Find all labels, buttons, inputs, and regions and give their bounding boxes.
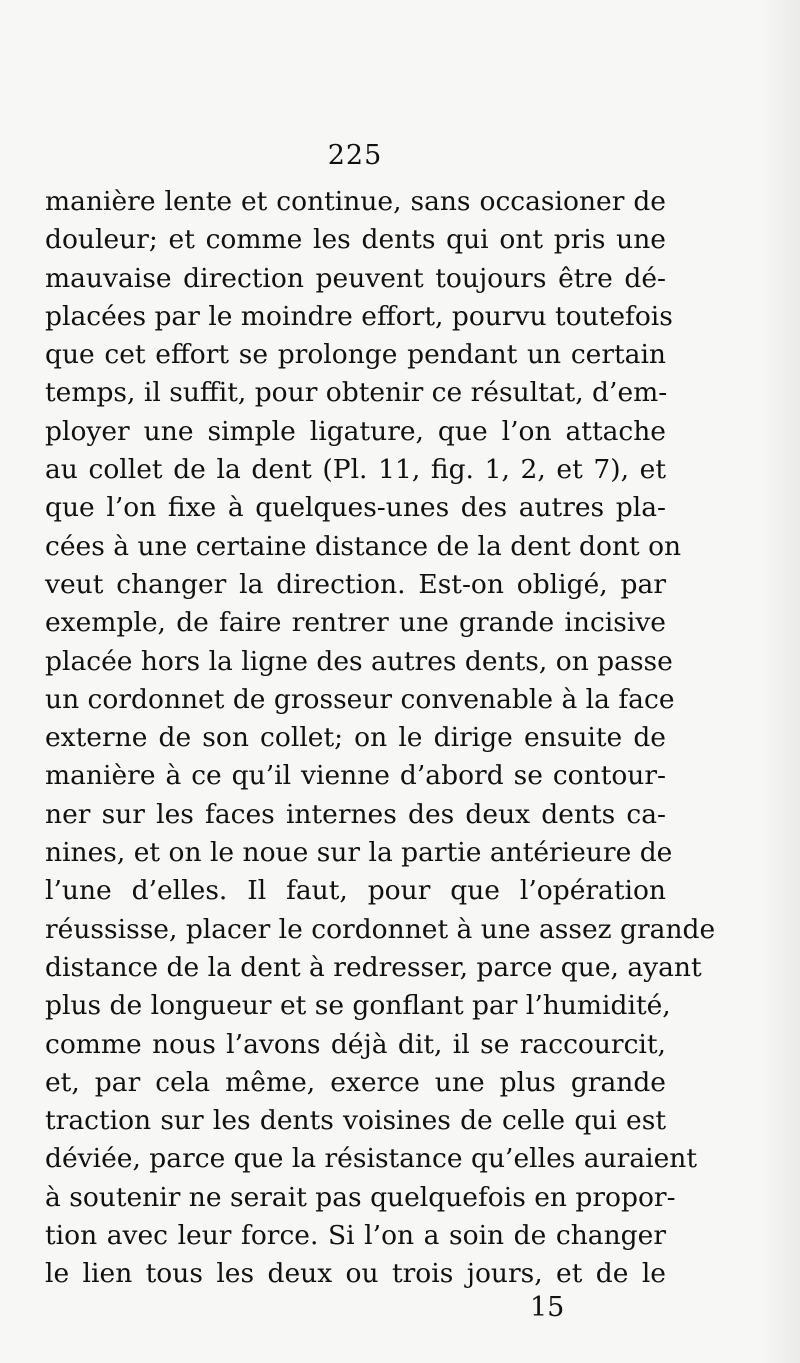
page-number: 225 [327, 140, 383, 171]
text-line: à soutenir ne serait pas quelquefois en propor- [45, 1181, 676, 1213]
text-line: réussisse, placer le cordonnet à une assez grande [45, 913, 716, 945]
text-line: traction sur les dents voisines de celle qui est [45, 1105, 666, 1137]
text-line: distance de la dent à redresser, parce que, ayant [45, 951, 702, 983]
text-line: nines, et on le noue sur la partie antérieure de [45, 837, 673, 869]
text-line: plus de longueur et se gonflant par l’humidité, [45, 990, 671, 1022]
text-line: externe de son collet; on le dirige ensuite de [45, 722, 666, 754]
text-line: douleur; et comme les dents qui ont pris une [45, 224, 666, 256]
text-line: le lien tous les deux ou trois jours, et de le [45, 1258, 666, 1290]
text-line: un cordonnet de grosseur convenable à la face [45, 683, 675, 715]
text-line: placée hors la ligne des autres dents, on passe [45, 645, 673, 677]
text-line: ner sur les faces internes des deux dents ca- [45, 798, 666, 830]
text-line: cées à une certaine distance de la dent dont on [45, 530, 682, 562]
body-text [45, 183, 716, 1294]
text-line: déviée, parce que la résistance qu’elles auraient [45, 1143, 698, 1175]
text-line: comme nous l’avons déjà dit, il se raccourcit, [45, 1028, 666, 1060]
signature-mark: 15 [530, 1292, 565, 1323]
text-line: manière à ce qu’il vienne d’abord se contour- [45, 760, 666, 792]
text-line: placées par le moindre effort, pourvu toutefois [45, 300, 673, 332]
text-line: veut changer la direction. Est-on obligé, par [45, 568, 666, 600]
text-line: au collet de la dent (Pl. 11, fig. 1, 2, et 7), et [45, 454, 666, 486]
text-line: ployer une simple ligature, que l’on attache [45, 415, 666, 447]
text-line: que cet effort se prolonge pendant un certain [45, 339, 666, 371]
text-line: mauvaise direction peuvent toujours être dé- [45, 262, 666, 294]
text-line: que l’on fixe à quelques-unes des autres pla- [45, 492, 666, 524]
text-line: et, par cela même, exerce une plus grande [45, 1066, 666, 1098]
text-line: tion avec leur force. Si l’on a soin de changer [45, 1220, 666, 1252]
text-line: exemple, de faire rentrer une grande incisive [45, 607, 666, 639]
text-line: manière lente et continue, sans occasioner de [45, 186, 666, 217]
text-line: l’une d’elles. Il faut, pour que l’opération [45, 875, 666, 907]
text-line: temps, il suffit, pour obtenir ce résultat, d’em- [45, 377, 668, 409]
